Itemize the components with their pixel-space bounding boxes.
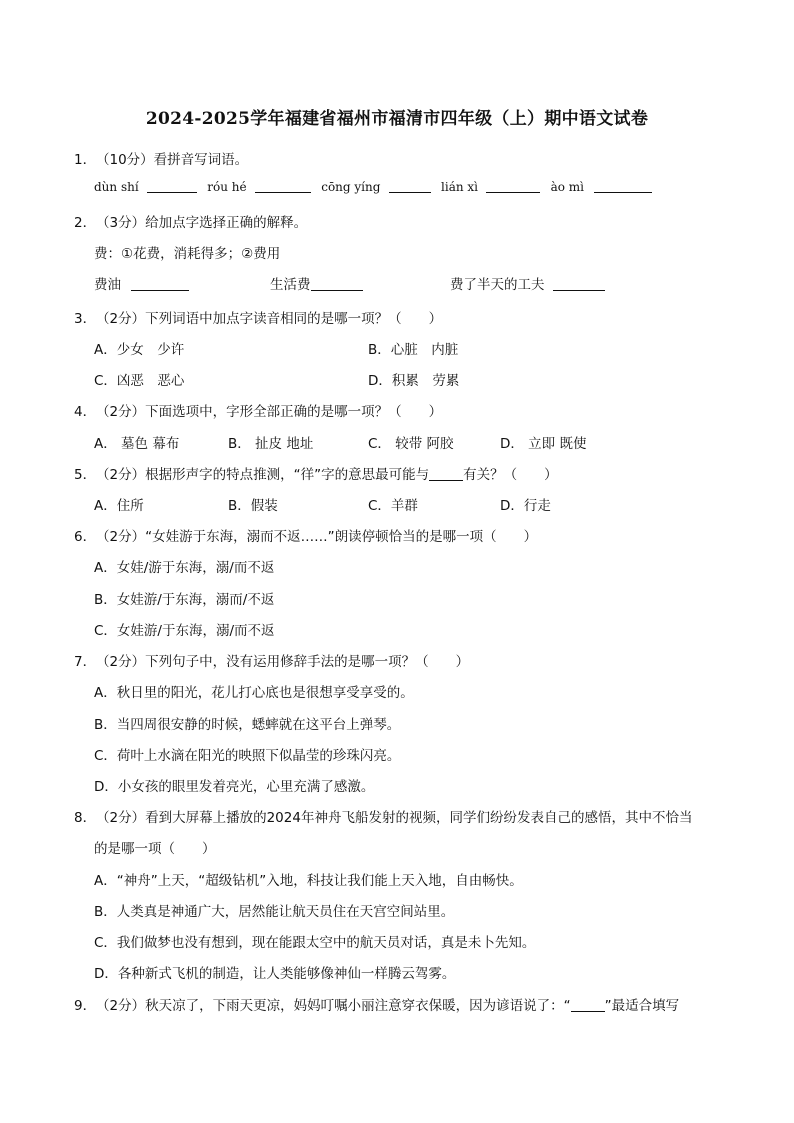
pinyin-5: ào mì [550,180,585,194]
pinyin-3: cōng yíng [321,180,381,194]
option-c[interactable]: C．女娃游/于东海，溺/而不返 [94,623,275,639]
option-b[interactable]: B．女娃游/于东海，溺而/不返 [94,592,275,608]
option-b[interactable]: B．人类真是神通广大，居然能让航天员住在天宫空间站里。 [94,904,455,920]
pinyin-1: dùn shí [94,180,139,194]
question-2: 2．（3分）给加点字选择正确的解释。 [74,215,308,231]
option-a[interactable]: A．“神舟”上天，“超级钻机”入地，科技让我们能上天入地，自由畅快。 [94,873,523,889]
answer-blank-4[interactable] [486,180,540,193]
question-7: 7．（2分）下列句子中，没有运用修辞手法的是哪一项？（ ） [74,654,470,670]
question-4: 4．（2分）下面选项中，字形全部正确的是哪一项？（ ） [74,404,443,420]
question-9: 9．（2分）秋天凉了，下雨天更凉，妈妈叮嘱小丽注意穿衣保暖，因为谚语说了：“ ”最适合填写 [74,998,680,1014]
option-c[interactable]: C．羊群 [368,498,418,514]
option-a[interactable]: A．少女 少许 [94,342,185,358]
pinyin-4: lián xì [441,180,478,194]
answer-blank-5[interactable] [594,180,652,193]
option-b[interactable]: B．假装 [228,498,278,514]
item-2: 生活费 [270,273,363,293]
option-d[interactable]: D．小女孩的眼里发着亮光，心里充满了感激。 [94,779,375,795]
option-d[interactable]: D． 立即 既使 [500,436,587,452]
option-c[interactable]: C．凶恶 恶心 [94,373,185,389]
answer-blank-3[interactable] [389,180,431,193]
question-5: 5．（2分）根据形声字的特点推测，“徉”字的意思最可能与 有关？（ ） [74,467,558,483]
answer-blank-7[interactable] [311,278,363,291]
option-a[interactable]: A．秋日里的阳光，花儿打心底也是很想享受享受的。 [94,685,414,701]
pinyin-2: róu hé [207,180,247,194]
option-d[interactable]: D．各种新式飞机的制造，让人类能够像神仙一样腾云驾雾。 [94,966,456,982]
page-title: 2024-2025学年福建省福州市福清市四年级（上）期中语文试卷 [145,109,649,129]
option-a[interactable]: A．女娃/游于东海，溺/而不返 [94,560,275,576]
option-c[interactable]: C．我们做梦也没有想到，现在能跟太空中的航天员对话，真是未卜先知。 [94,935,536,951]
option-b[interactable]: B．心脏 内脏 [368,342,459,358]
question-8: 8．（2分）看到大屏幕上播放的2024年神舟飞船发射的视频，同学们纷纷发表自己的感悟，其中不恰当 [74,810,693,826]
item-3: 费了半天的工夫 [450,273,605,293]
option-c[interactable]: C．荷叶上水滴在阳光的映照下似晶莹的珍珠闪亮。 [94,748,401,764]
answer-blank-8[interactable] [553,278,605,291]
option-a[interactable]: A． 墓色 幕布 [94,436,180,452]
option-b[interactable]: B．当四周很安静的时候，蟋蟀就在这平台上弹琴。 [94,717,401,733]
option-b[interactable]: B． 扯皮 地址 [228,436,314,452]
question-1: 1．（10分）看拼音写词语。 [74,152,249,168]
option-d[interactable]: D．积累 劳累 [368,373,460,389]
answer-blank-2[interactable] [255,180,311,193]
meaning-line: 费：①花费，消耗得多；②费用 [94,246,281,262]
answer-blank-6[interactable] [131,278,189,291]
answer-blank-1[interactable] [147,180,197,193]
option-d[interactable]: D．行走 [500,498,551,514]
question-8-cont: 的是哪一项（ ） [94,841,216,857]
item-1: 费油 [94,273,189,293]
answer-blank-10[interactable] [571,999,605,1012]
pinyin-row [94,179,652,195]
question-3: 3．（2分）下列词语中加点字读音相同的是哪一项？（ ） [74,311,443,327]
option-c[interactable]: C． 较带 阿胶 [368,436,454,452]
question-6: 6．（2分）“女娃游于东海，溺而不返……”朗读停顿恰当的是哪一项（ ） [74,529,538,545]
answer-blank-9[interactable] [429,468,463,481]
option-a[interactable]: A．住所 [94,498,144,514]
